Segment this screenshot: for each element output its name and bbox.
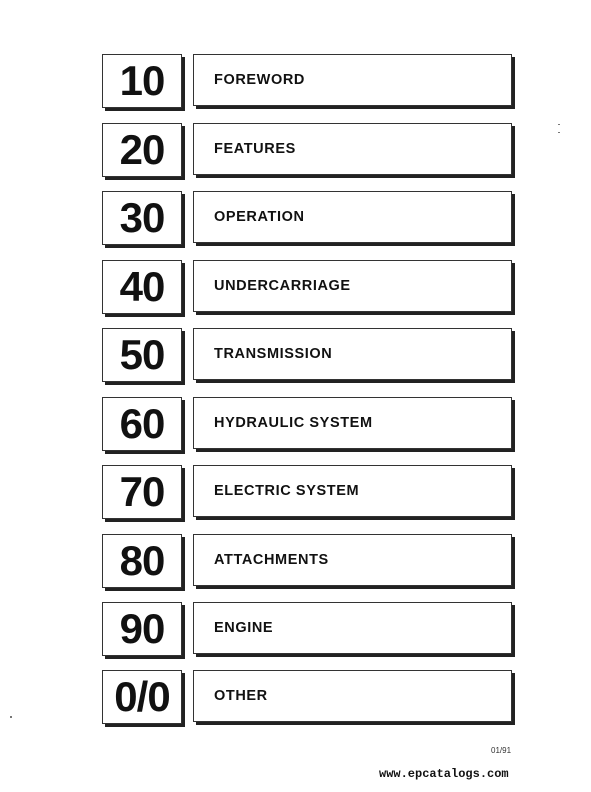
section-title: OPERATION — [214, 209, 305, 225]
section-title: ENGINE — [214, 620, 274, 636]
scan-speck — [558, 132, 560, 133]
section-number: 60 — [102, 397, 182, 451]
section-row-90[interactable] — [0, 602, 591, 660]
section-row-80[interactable] — [0, 534, 591, 592]
section-row-50[interactable] — [0, 328, 591, 386]
section-title-box — [193, 602, 512, 654]
section-title: ATTACHMENTS — [214, 552, 329, 568]
section-row-20[interactable] — [0, 123, 591, 181]
section-number: 50 — [102, 328, 182, 382]
scan-speck — [558, 124, 560, 125]
section-title-box — [193, 465, 512, 517]
section-number: 90 — [102, 602, 182, 656]
revision-code: 01/91 — [491, 746, 512, 755]
section-number: 30 — [102, 191, 182, 245]
section-title: FOREWORD — [214, 72, 305, 88]
section-row-60[interactable] — [0, 397, 591, 455]
section-title: OTHER — [214, 688, 268, 704]
section-row-40[interactable] — [0, 260, 591, 318]
section-title-box — [193, 191, 512, 243]
section-title-box — [193, 123, 512, 175]
section-row-10[interactable] — [0, 54, 591, 112]
section-title: HYDRAULIC SYSTEM — [214, 415, 373, 431]
scan-speck — [10, 716, 12, 718]
section-number: 80 — [102, 534, 182, 588]
section-number: 0/0 — [102, 670, 182, 724]
section-title: UNDERCARRIAGE — [214, 278, 351, 294]
section-number: 20 — [102, 123, 182, 177]
section-title-box — [193, 397, 512, 449]
section-title: ELECTRIC SYSTEM — [214, 483, 360, 499]
watermark-url: www.epcatalogs.com — [379, 767, 509, 781]
section-title-box — [193, 260, 512, 312]
section-number: 40 — [102, 260, 182, 314]
section-title-box — [193, 54, 512, 106]
section-number: 10 — [102, 54, 182, 108]
section-title-box — [193, 670, 512, 722]
section-title: TRANSMISSION — [214, 346, 333, 362]
section-row-0-0[interactable] — [0, 670, 591, 728]
section-title-box — [193, 534, 512, 586]
section-row-30[interactable] — [0, 191, 591, 249]
section-title: FEATURES — [214, 141, 296, 157]
section-row-70[interactable] — [0, 465, 591, 523]
section-number: 70 — [102, 465, 182, 519]
section-title-box — [193, 328, 512, 380]
